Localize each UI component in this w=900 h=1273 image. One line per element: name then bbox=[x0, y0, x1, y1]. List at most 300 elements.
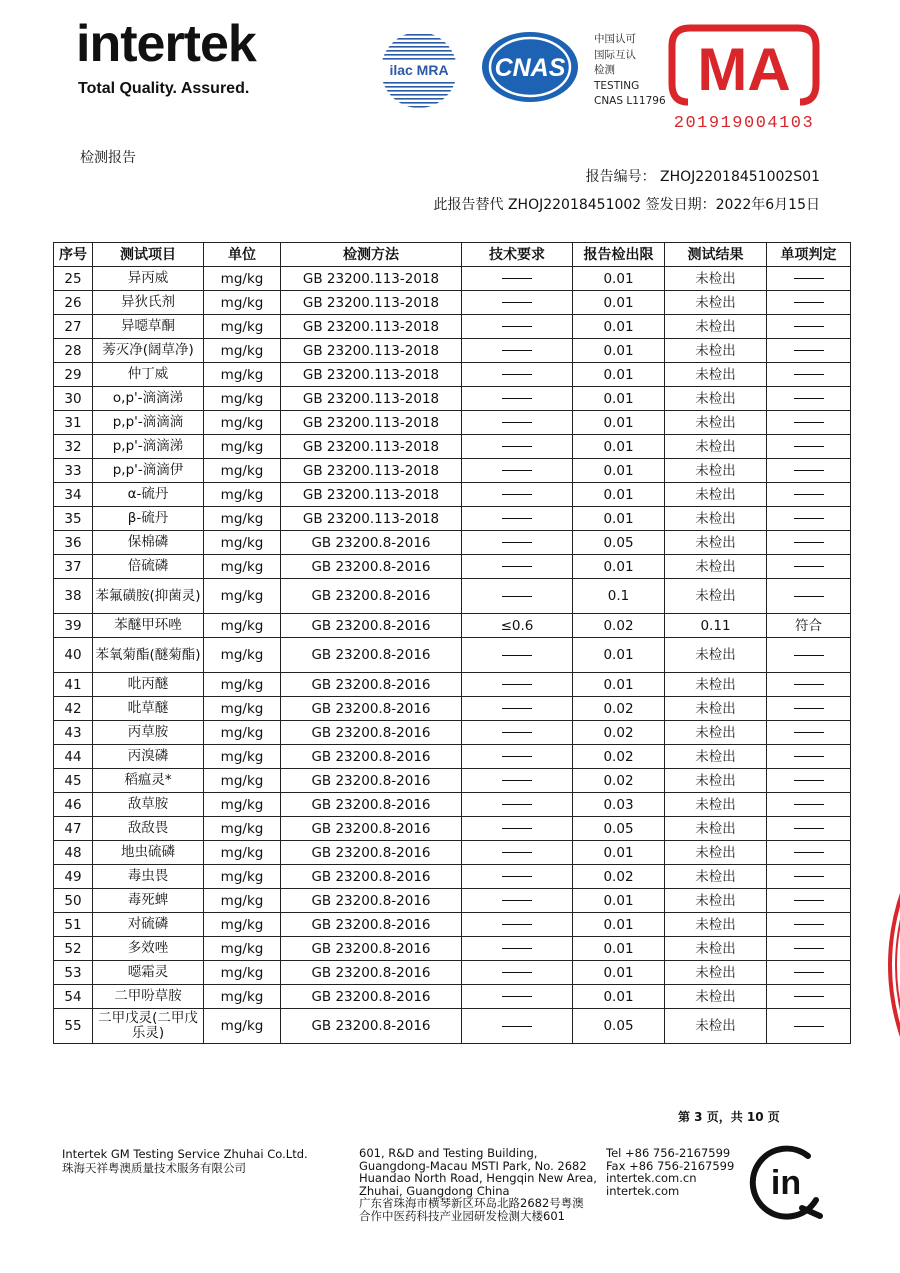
table-row bbox=[54, 315, 851, 339]
table-row bbox=[54, 793, 851, 817]
row-judgement bbox=[767, 531, 851, 555]
row-no: 28 bbox=[54, 339, 93, 363]
row-no: 44 bbox=[54, 745, 93, 769]
row-judgement bbox=[767, 817, 851, 841]
cma-logo-text: MA bbox=[697, 36, 791, 103]
row-requirement bbox=[462, 721, 573, 745]
dash-placeholder bbox=[794, 542, 824, 543]
row-judgement bbox=[767, 339, 851, 363]
row-method: GB 23200.8-2016 bbox=[281, 961, 462, 985]
row-result: 未检出 bbox=[665, 387, 767, 411]
dash-placeholder bbox=[794, 596, 824, 597]
row-no: 33 bbox=[54, 459, 93, 483]
row-result: 未检出 bbox=[665, 721, 767, 745]
header-judgement: 单项判定 bbox=[767, 243, 851, 267]
dash-placeholder bbox=[502, 852, 532, 853]
row-no: 37 bbox=[54, 555, 93, 579]
header-method: 检测方法 bbox=[281, 243, 462, 267]
row-method: GB 23200.8-2016 bbox=[281, 614, 462, 638]
table-row bbox=[54, 411, 851, 435]
row-unit: mg/kg bbox=[204, 841, 281, 865]
row-requirement bbox=[462, 363, 573, 387]
row-item: 苯氟磺胺(抑菌灵) bbox=[93, 579, 204, 614]
row-judgement bbox=[767, 985, 851, 1009]
row-requirement bbox=[462, 638, 573, 673]
row-result: 未检出 bbox=[665, 1009, 767, 1044]
table-row bbox=[54, 507, 851, 531]
row-unit: mg/kg bbox=[204, 769, 281, 793]
dash-placeholder bbox=[794, 374, 824, 375]
row-limit: 0.02 bbox=[573, 697, 665, 721]
row-unit: mg/kg bbox=[204, 937, 281, 961]
row-judgement bbox=[767, 411, 851, 435]
row-requirement bbox=[462, 291, 573, 315]
row-judgement bbox=[767, 673, 851, 697]
row-judgement bbox=[767, 315, 851, 339]
row-result: 未检出 bbox=[665, 937, 767, 961]
row-judgement bbox=[767, 769, 851, 793]
row-no: 39 bbox=[54, 614, 93, 638]
row-method: GB 23200.8-2016 bbox=[281, 531, 462, 555]
row-requirement bbox=[462, 267, 573, 291]
footer-address-line: Guangdong-Macau MSTI Park, No. 2682 bbox=[359, 1158, 587, 1173]
row-requirement bbox=[462, 841, 573, 865]
dash-placeholder bbox=[502, 732, 532, 733]
dash-placeholder bbox=[794, 876, 824, 877]
dash-placeholder bbox=[502, 900, 532, 901]
dash-placeholder bbox=[502, 924, 532, 925]
dash-placeholder bbox=[794, 684, 824, 685]
footer-logo-text: in bbox=[770, 1164, 802, 1202]
row-judgement bbox=[767, 1009, 851, 1044]
row-result: 未检出 bbox=[665, 745, 767, 769]
row-limit: 0.01 bbox=[573, 638, 665, 673]
footer-fax: Fax +86 756-2167599 bbox=[606, 1158, 735, 1173]
row-limit: 0.01 bbox=[573, 483, 665, 507]
dash-placeholder bbox=[794, 732, 824, 733]
row-requirement bbox=[462, 745, 573, 769]
row-limit: 0.01 bbox=[573, 339, 665, 363]
dash-placeholder bbox=[794, 1026, 824, 1027]
table-row bbox=[54, 435, 851, 459]
row-limit: 0.01 bbox=[573, 985, 665, 1009]
row-judgement bbox=[767, 363, 851, 387]
table-row bbox=[54, 614, 851, 638]
row-no: 30 bbox=[54, 387, 93, 411]
row-no: 42 bbox=[54, 697, 93, 721]
dash-placeholder bbox=[794, 828, 824, 829]
row-result: 未检出 bbox=[665, 638, 767, 673]
row-judgement bbox=[767, 387, 851, 411]
row-requirement bbox=[462, 793, 573, 817]
footer-tel: Tel +86 756-2167599 bbox=[606, 1146, 731, 1160]
header-unit: 单位 bbox=[204, 243, 281, 267]
table-row bbox=[54, 339, 851, 363]
table-row bbox=[54, 769, 851, 793]
row-judgement bbox=[767, 913, 851, 937]
row-requirement bbox=[462, 697, 573, 721]
row-method: GB 23200.113-2018 bbox=[281, 363, 462, 387]
table-row bbox=[54, 841, 851, 865]
table-row bbox=[54, 459, 851, 483]
row-unit: mg/kg bbox=[204, 483, 281, 507]
row-no: 43 bbox=[54, 721, 93, 745]
row-method: GB 23200.113-2018 bbox=[281, 435, 462, 459]
row-limit: 0.01 bbox=[573, 435, 665, 459]
row-method: GB 23200.113-2018 bbox=[281, 315, 462, 339]
footer-website-cn[interactable]: intertek.com.cn bbox=[606, 1171, 697, 1185]
page-number: 第 3 页，共 10 页 bbox=[678, 1110, 780, 1124]
row-unit: mg/kg bbox=[204, 339, 281, 363]
row-item: o,p'-滴滴涕 bbox=[93, 387, 204, 411]
row-method: GB 23200.113-2018 bbox=[281, 267, 462, 291]
table-row bbox=[54, 1009, 851, 1044]
row-no: 50 bbox=[54, 889, 93, 913]
dash-placeholder bbox=[794, 566, 824, 567]
row-requirement bbox=[462, 483, 573, 507]
row-limit: 0.01 bbox=[573, 937, 665, 961]
row-result: 未检出 bbox=[665, 697, 767, 721]
row-limit: 0.1 bbox=[573, 579, 665, 614]
row-result: 未检出 bbox=[665, 555, 767, 579]
row-method: GB 23200.8-2016 bbox=[281, 721, 462, 745]
row-requirement bbox=[462, 315, 573, 339]
intertek-logo: intertek bbox=[76, 15, 256, 73]
row-item: p,p'-滴滴伊 bbox=[93, 459, 204, 483]
row-limit: 0.01 bbox=[573, 507, 665, 531]
footer-address bbox=[359, 1147, 599, 1222]
dash-placeholder bbox=[502, 708, 532, 709]
row-requirement bbox=[462, 411, 573, 435]
row-method: GB 23200.8-2016 bbox=[281, 817, 462, 841]
row-result: 未检出 bbox=[665, 985, 767, 1009]
row-result: 未检出 bbox=[665, 339, 767, 363]
row-no: 55 bbox=[54, 1009, 93, 1044]
row-method: GB 23200.113-2018 bbox=[281, 387, 462, 411]
row-no: 48 bbox=[54, 841, 93, 865]
row-judgement bbox=[767, 721, 851, 745]
row-item: 丙草胺 bbox=[93, 721, 204, 745]
row-judgement bbox=[767, 697, 851, 721]
row-judgement bbox=[767, 793, 851, 817]
cnas-accreditation-text bbox=[594, 32, 666, 110]
row-method: GB 23200.113-2018 bbox=[281, 483, 462, 507]
row-judgement bbox=[767, 638, 851, 673]
dash-placeholder bbox=[502, 542, 532, 543]
dash-placeholder bbox=[502, 326, 532, 327]
row-limit: 0.05 bbox=[573, 531, 665, 555]
row-no: 35 bbox=[54, 507, 93, 531]
row-result: 未检出 bbox=[665, 435, 767, 459]
table-row bbox=[54, 889, 851, 913]
row-judgement bbox=[767, 937, 851, 961]
dash-placeholder bbox=[502, 566, 532, 567]
dash-placeholder bbox=[794, 996, 824, 997]
dash-placeholder bbox=[502, 278, 532, 279]
table-row bbox=[54, 291, 851, 315]
row-item: 毒死蜱 bbox=[93, 889, 204, 913]
row-result: 未检出 bbox=[665, 841, 767, 865]
row-item: 异丙威 bbox=[93, 267, 204, 291]
row-item: 噁霜灵 bbox=[93, 961, 204, 985]
row-unit: mg/kg bbox=[204, 614, 281, 638]
dash-placeholder bbox=[502, 876, 532, 877]
table-row bbox=[54, 555, 851, 579]
row-result: 未检出 bbox=[665, 793, 767, 817]
row-item: 保棉磷 bbox=[93, 531, 204, 555]
row-requirement bbox=[462, 865, 573, 889]
row-limit: 0.02 bbox=[573, 721, 665, 745]
row-item: 倍硫磷 bbox=[93, 555, 204, 579]
row-unit: mg/kg bbox=[204, 411, 281, 435]
row-judgement bbox=[767, 889, 851, 913]
table-row bbox=[54, 745, 851, 769]
dash-placeholder bbox=[502, 684, 532, 685]
row-method: GB 23200.8-2016 bbox=[281, 673, 462, 697]
table-row bbox=[54, 363, 851, 387]
row-item: β-硫丹 bbox=[93, 507, 204, 531]
row-judgement bbox=[767, 507, 851, 531]
dash-placeholder bbox=[794, 852, 824, 853]
table-row bbox=[54, 937, 851, 961]
row-limit: 0.01 bbox=[573, 267, 665, 291]
row-item: p,p'-滴滴涕 bbox=[93, 435, 204, 459]
dash-placeholder bbox=[502, 756, 532, 757]
row-limit: 0.01 bbox=[573, 459, 665, 483]
row-requirement bbox=[462, 555, 573, 579]
dash-placeholder bbox=[502, 996, 532, 997]
header-item: 测试项目 bbox=[93, 243, 204, 267]
dash-placeholder bbox=[794, 494, 824, 495]
row-item: 毒虫畏 bbox=[93, 865, 204, 889]
row-result: 未检出 bbox=[665, 459, 767, 483]
results-table bbox=[53, 242, 851, 1044]
row-requirement bbox=[462, 459, 573, 483]
row-no: 54 bbox=[54, 985, 93, 1009]
row-no: 36 bbox=[54, 531, 93, 555]
row-unit: mg/kg bbox=[204, 315, 281, 339]
dash-placeholder bbox=[794, 972, 824, 973]
dash-placeholder bbox=[502, 596, 532, 597]
row-limit: 0.05 bbox=[573, 817, 665, 841]
dash-placeholder bbox=[502, 398, 532, 399]
dash-placeholder bbox=[794, 948, 824, 949]
row-item: 二甲戊灵(二甲戊乐灵) bbox=[93, 1009, 204, 1044]
row-item: p,p'-滴滴滴 bbox=[93, 411, 204, 435]
footer-company bbox=[62, 1147, 308, 1175]
row-method: GB 23200.8-2016 bbox=[281, 865, 462, 889]
dash-placeholder bbox=[502, 422, 532, 423]
row-item: 莠灭净(阔草净) bbox=[93, 339, 204, 363]
dash-placeholder bbox=[794, 518, 824, 519]
row-limit: 0.02 bbox=[573, 614, 665, 638]
row-result: 未检出 bbox=[665, 483, 767, 507]
dash-placeholder bbox=[794, 756, 824, 757]
row-requirement bbox=[462, 913, 573, 937]
row-item: 二甲吩草胺 bbox=[93, 985, 204, 1009]
row-limit: 0.01 bbox=[573, 411, 665, 435]
table-row bbox=[54, 961, 851, 985]
row-requirement bbox=[462, 769, 573, 793]
row-judgement bbox=[767, 961, 851, 985]
replacement-and-issue-date: 此报告替代 ZHOJ22018451002 签发日期：2022年6月15日 bbox=[433, 197, 820, 213]
row-item: α-硫丹 bbox=[93, 483, 204, 507]
footer-contact bbox=[606, 1147, 734, 1197]
row-method: GB 23200.8-2016 bbox=[281, 889, 462, 913]
row-unit: mg/kg bbox=[204, 459, 281, 483]
header-result: 测试结果 bbox=[665, 243, 767, 267]
footer-company-line: 珠海天祥粤澳质量技术服务有限公司 bbox=[62, 1161, 246, 1175]
row-result: 未检出 bbox=[665, 865, 767, 889]
row-no: 27 bbox=[54, 315, 93, 339]
dash-placeholder bbox=[794, 655, 824, 656]
row-result: 未检出 bbox=[665, 531, 767, 555]
cnas-text-line: 国际互认 bbox=[594, 48, 636, 61]
dash-placeholder bbox=[794, 924, 824, 925]
row-unit: mg/kg bbox=[204, 531, 281, 555]
header-no: 序号 bbox=[54, 243, 93, 267]
row-no: 47 bbox=[54, 817, 93, 841]
row-method: GB 23200.8-2016 bbox=[281, 793, 462, 817]
row-result: 未检出 bbox=[665, 817, 767, 841]
cnas-text-line: 检测 bbox=[594, 64, 615, 76]
dash-placeholder bbox=[502, 518, 532, 519]
row-requirement bbox=[462, 985, 573, 1009]
row-no: 45 bbox=[54, 769, 93, 793]
cnas-text-line: 中国认可 bbox=[594, 33, 636, 45]
row-requirement bbox=[462, 387, 573, 411]
row-unit: mg/kg bbox=[204, 387, 281, 411]
table-row bbox=[54, 483, 851, 507]
row-method: GB 23200.8-2016 bbox=[281, 985, 462, 1009]
table-row bbox=[54, 579, 851, 614]
row-item: 丙溴磷 bbox=[93, 745, 204, 769]
dash-placeholder bbox=[502, 948, 532, 949]
dash-placeholder bbox=[502, 302, 532, 303]
row-limit: 0.02 bbox=[573, 745, 665, 769]
row-result: 未检出 bbox=[665, 913, 767, 937]
row-limit: 0.01 bbox=[573, 363, 665, 387]
dash-placeholder bbox=[794, 446, 824, 447]
row-method: GB 23200.8-2016 bbox=[281, 638, 462, 673]
footer-company-line: Intertek GM Testing Service Zhuhai Co.Ltd. bbox=[62, 1147, 308, 1161]
row-item: 苯氧菊酯(醚菊酯) bbox=[93, 638, 204, 673]
row-limit: 0.05 bbox=[573, 1009, 665, 1044]
row-method: GB 23200.8-2016 bbox=[281, 555, 462, 579]
row-requirement bbox=[462, 889, 573, 913]
dash-placeholder bbox=[794, 398, 824, 399]
row-result: 未检出 bbox=[665, 507, 767, 531]
row-result: 未检出 bbox=[665, 363, 767, 387]
row-method: GB 23200.8-2016 bbox=[281, 745, 462, 769]
row-no: 29 bbox=[54, 363, 93, 387]
footer-address-line: Huandao North Road, Hengqin New Area, bbox=[359, 1171, 597, 1185]
row-method: GB 23200.8-2016 bbox=[281, 1009, 462, 1044]
row-method: GB 23200.113-2018 bbox=[281, 459, 462, 483]
table-row bbox=[54, 721, 851, 745]
row-limit: 0.01 bbox=[573, 889, 665, 913]
row-unit: mg/kg bbox=[204, 865, 281, 889]
row-item: 苯醚甲环唑 bbox=[93, 614, 204, 638]
cnas-text-line: TESTING bbox=[594, 79, 640, 92]
dash-placeholder bbox=[502, 780, 532, 781]
row-unit: mg/kg bbox=[204, 555, 281, 579]
document-title: 检测报告 bbox=[80, 150, 136, 166]
footer-website[interactable]: intertek.com bbox=[606, 1183, 680, 1198]
row-unit: mg/kg bbox=[204, 889, 281, 913]
footer-address-line: 601, R&D and Testing Building, bbox=[359, 1146, 538, 1160]
row-result: 未检出 bbox=[665, 291, 767, 315]
row-item: 敌敌畏 bbox=[93, 817, 204, 841]
header-limit: 报告检出限 bbox=[573, 243, 665, 267]
row-judgement bbox=[767, 291, 851, 315]
row-unit: mg/kg bbox=[204, 291, 281, 315]
row-judgement bbox=[767, 459, 851, 483]
dash-placeholder bbox=[502, 804, 532, 805]
row-item: 异噁草酮 bbox=[93, 315, 204, 339]
header-requirement: 技术要求 bbox=[462, 243, 573, 267]
row-requirement bbox=[462, 1009, 573, 1044]
row-requirement bbox=[462, 937, 573, 961]
row-no: 46 bbox=[54, 793, 93, 817]
row-judgement bbox=[767, 865, 851, 889]
row-no: 25 bbox=[54, 267, 93, 291]
row-method: GB 23200.113-2018 bbox=[281, 411, 462, 435]
intertek-circle-logo bbox=[746, 1142, 826, 1222]
row-requirement bbox=[462, 435, 573, 459]
row-method: GB 23200.8-2016 bbox=[281, 937, 462, 961]
row-limit: 0.01 bbox=[573, 961, 665, 985]
row-unit: mg/kg bbox=[204, 817, 281, 841]
row-item: 异狄氏剂 bbox=[93, 291, 204, 315]
row-method: GB 23200.8-2016 bbox=[281, 579, 462, 614]
row-limit: 0.01 bbox=[573, 555, 665, 579]
row-judgement bbox=[767, 555, 851, 579]
row-no: 52 bbox=[54, 937, 93, 961]
row-requirement bbox=[462, 531, 573, 555]
table-row bbox=[54, 913, 851, 937]
row-limit: 0.01 bbox=[573, 315, 665, 339]
row-item: 吡草醚 bbox=[93, 697, 204, 721]
table-row bbox=[54, 267, 851, 291]
row-unit: mg/kg bbox=[204, 267, 281, 291]
row-unit: mg/kg bbox=[204, 913, 281, 937]
cma-number: 201919004103 bbox=[673, 114, 815, 133]
dash-placeholder bbox=[794, 708, 824, 709]
row-judgement bbox=[767, 579, 851, 614]
row-no: 31 bbox=[54, 411, 93, 435]
row-no: 34 bbox=[54, 483, 93, 507]
row-limit: 0.02 bbox=[573, 865, 665, 889]
dash-placeholder bbox=[794, 326, 824, 327]
row-result: 未检出 bbox=[665, 769, 767, 793]
row-requirement bbox=[462, 673, 573, 697]
dash-placeholder bbox=[794, 278, 824, 279]
row-judgement: 符合 bbox=[767, 614, 851, 638]
row-requirement bbox=[462, 961, 573, 985]
row-unit: mg/kg bbox=[204, 638, 281, 673]
row-unit: mg/kg bbox=[204, 745, 281, 769]
dash-placeholder bbox=[794, 470, 824, 471]
row-limit: 0.01 bbox=[573, 387, 665, 411]
row-result: 未检出 bbox=[665, 411, 767, 435]
row-requirement bbox=[462, 507, 573, 531]
row-item: 稻瘟灵* bbox=[93, 769, 204, 793]
row-no: 53 bbox=[54, 961, 93, 985]
row-method: GB 23200.8-2016 bbox=[281, 697, 462, 721]
row-item: 仲丁威 bbox=[93, 363, 204, 387]
row-result: 未检出 bbox=[665, 961, 767, 985]
